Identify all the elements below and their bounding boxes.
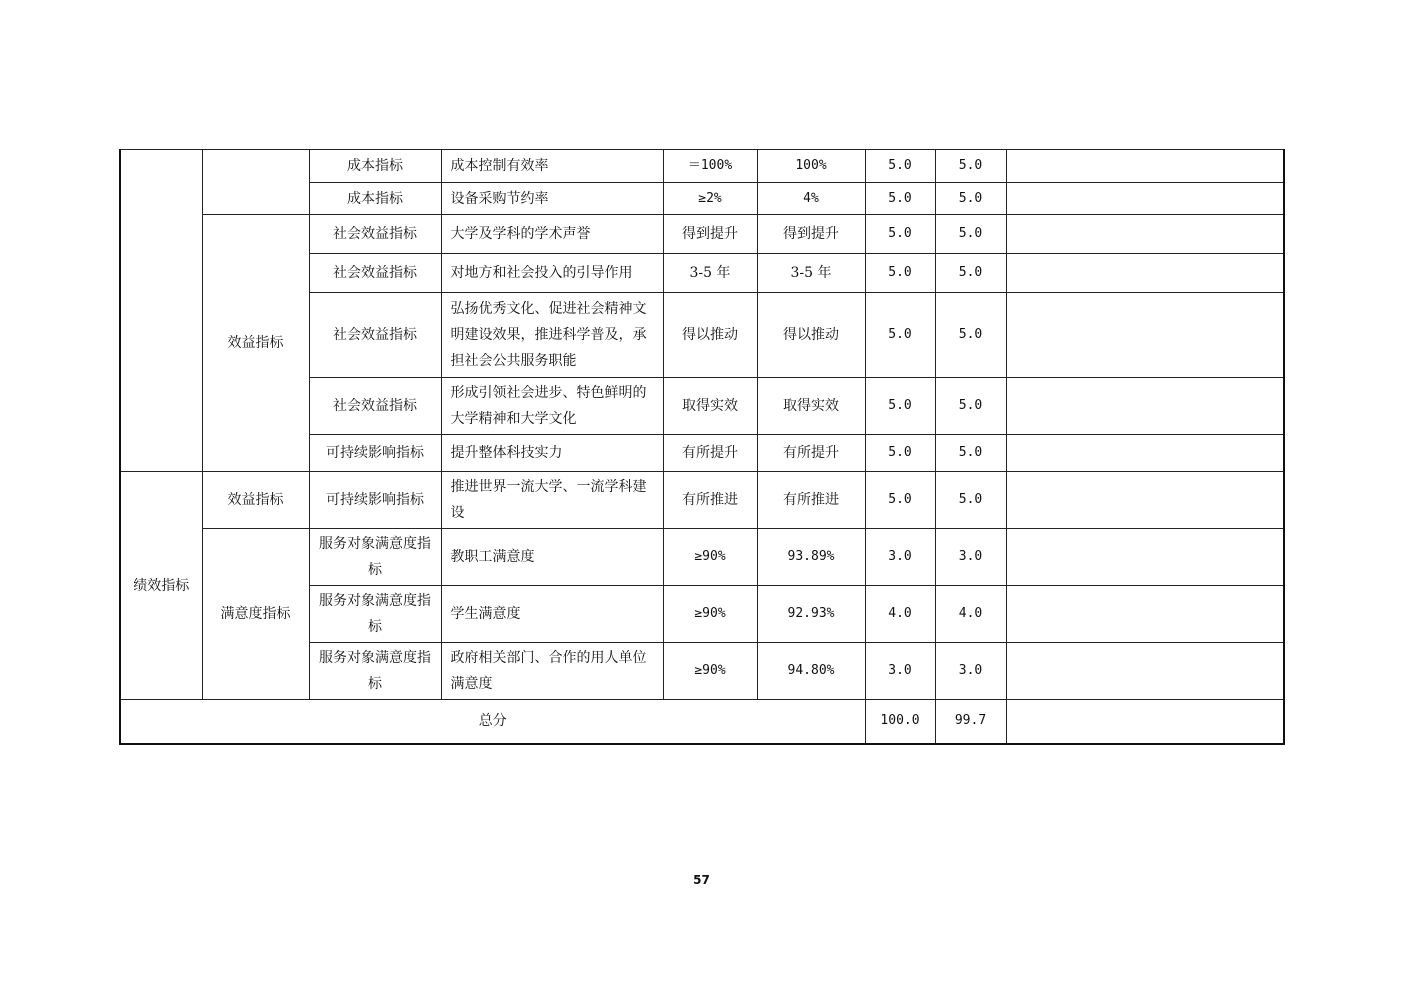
indicator-cell: 提升整体科技实力 (441, 435, 663, 472)
remark-cell (1006, 150, 1284, 183)
table-row (120, 215, 1284, 254)
level3-cell: 服务对象满意度指标 (309, 643, 441, 700)
indicator-cell: 对地方和社会投入的引导作用 (441, 254, 663, 293)
indicator-cell: 教职工满意度 (441, 529, 663, 586)
actual-cell: 有所提升 (757, 435, 865, 472)
indicator-cell: 政府相关部门、合作的用人单位满意度 (441, 643, 663, 700)
weight-cell: 5.0 (865, 215, 935, 254)
page-number: 57 (693, 873, 710, 887)
target-cell: 得以推动 (663, 293, 757, 378)
target-cell: 取得实效 (663, 378, 757, 435)
score-cell: 5.0 (935, 183, 1006, 215)
level3-cell: 可持续影响指标 (309, 435, 441, 472)
remark-cell (1006, 293, 1284, 378)
indicator-cell: 学生满意度 (441, 586, 663, 643)
actual-cell: 取得实效 (757, 378, 865, 435)
weight-cell: 5.0 (865, 378, 935, 435)
remark-cell (1006, 586, 1284, 643)
actual-cell: 有所推进 (757, 472, 865, 529)
remark-cell (1006, 643, 1284, 700)
target-cell: ≥90% (663, 529, 757, 586)
target-cell: 有所提升 (663, 435, 757, 472)
table-row (120, 150, 1284, 183)
actual-cell: 3-5 年 (757, 254, 865, 293)
level3-cell: 成本指标 (309, 183, 441, 215)
score-cell: 5.0 (935, 435, 1006, 472)
weight-cell: 5.0 (865, 435, 935, 472)
actual-cell: 92.93% (757, 586, 865, 643)
score-cell: 5.0 (935, 215, 1006, 254)
indicator-cell: 形成引领社会进步、特色鲜明的大学精神和大学文化 (441, 378, 663, 435)
level2-cell: 效益指标 (202, 472, 309, 529)
score-cell: 3.0 (935, 643, 1006, 700)
level3-cell: 社会效益指标 (309, 293, 441, 378)
target-cell: 得到提升 (663, 215, 757, 254)
remark-cell (1006, 529, 1284, 586)
weight-cell: 3.0 (865, 643, 935, 700)
target-cell: ＝100% (663, 150, 757, 183)
actual-cell: 得以推动 (757, 293, 865, 378)
indicator-cell: 设备采购节约率 (441, 183, 663, 215)
indicator-cell: 弘扬优秀文化、促进社会精神文明建设效果，推进科学普及，承担社会公共服务职能 (441, 293, 663, 378)
weight-cell: 5.0 (865, 472, 935, 529)
weight-cell: 5.0 (865, 293, 935, 378)
level1-cell: 绩效指标 (120, 472, 202, 700)
level3-cell: 服务对象满意度指标 (309, 529, 441, 586)
remark-cell (1006, 254, 1284, 293)
score-cell: 4.0 (935, 586, 1006, 643)
score-cell: 3.0 (935, 529, 1006, 586)
table-row (120, 529, 1284, 586)
weight-cell: 5.0 (865, 150, 935, 183)
level2-cell: 效益指标 (202, 215, 309, 472)
weight-cell: 3.0 (865, 529, 935, 586)
table-row (120, 472, 1284, 529)
level3-cell: 社会效益指标 (309, 215, 441, 254)
total-row (120, 700, 1284, 744)
level2-cell: 满意度指标 (202, 529, 309, 700)
actual-cell: 93.89% (757, 529, 865, 586)
indicator-cell: 成本控制有效率 (441, 150, 663, 183)
remark-cell (1006, 378, 1284, 435)
target-cell: ≥90% (663, 643, 757, 700)
total-remark (1006, 700, 1284, 744)
actual-cell: 94.80% (757, 643, 865, 700)
target-cell: ≥2% (663, 183, 757, 215)
total-score: 99.7 (935, 700, 1006, 744)
score-cell: 5.0 (935, 150, 1006, 183)
level2-cell-empty (202, 150, 309, 215)
total-weight: 100.0 (865, 700, 935, 744)
actual-cell: 得到提升 (757, 215, 865, 254)
weight-cell: 5.0 (865, 183, 935, 215)
target-cell: 有所推进 (663, 472, 757, 529)
level1-cell-empty (120, 150, 202, 472)
weight-cell: 4.0 (865, 586, 935, 643)
level3-cell: 社会效益指标 (309, 378, 441, 435)
remark-cell (1006, 472, 1284, 529)
indicator-cell: 大学及学科的学术声誉 (441, 215, 663, 254)
level3-cell: 服务对象满意度指标 (309, 586, 441, 643)
weight-cell: 5.0 (865, 254, 935, 293)
remark-cell (1006, 183, 1284, 215)
performance-indicator-table (119, 149, 1285, 745)
target-cell: 3-5 年 (663, 254, 757, 293)
level3-cell: 成本指标 (309, 150, 441, 183)
score-cell: 5.0 (935, 472, 1006, 529)
score-cell: 5.0 (935, 293, 1006, 378)
level3-cell: 可持续影响指标 (309, 472, 441, 529)
target-cell: ≥90% (663, 586, 757, 643)
actual-cell: 100% (757, 150, 865, 183)
score-cell: 5.0 (935, 378, 1006, 435)
indicator-cell: 推进世界一流大学、一流学科建设 (441, 472, 663, 529)
score-cell: 5.0 (935, 254, 1006, 293)
total-label: 总分 (120, 700, 865, 744)
actual-cell: 4% (757, 183, 865, 215)
remark-cell (1006, 215, 1284, 254)
remark-cell (1006, 435, 1284, 472)
level3-cell: 社会效益指标 (309, 254, 441, 293)
